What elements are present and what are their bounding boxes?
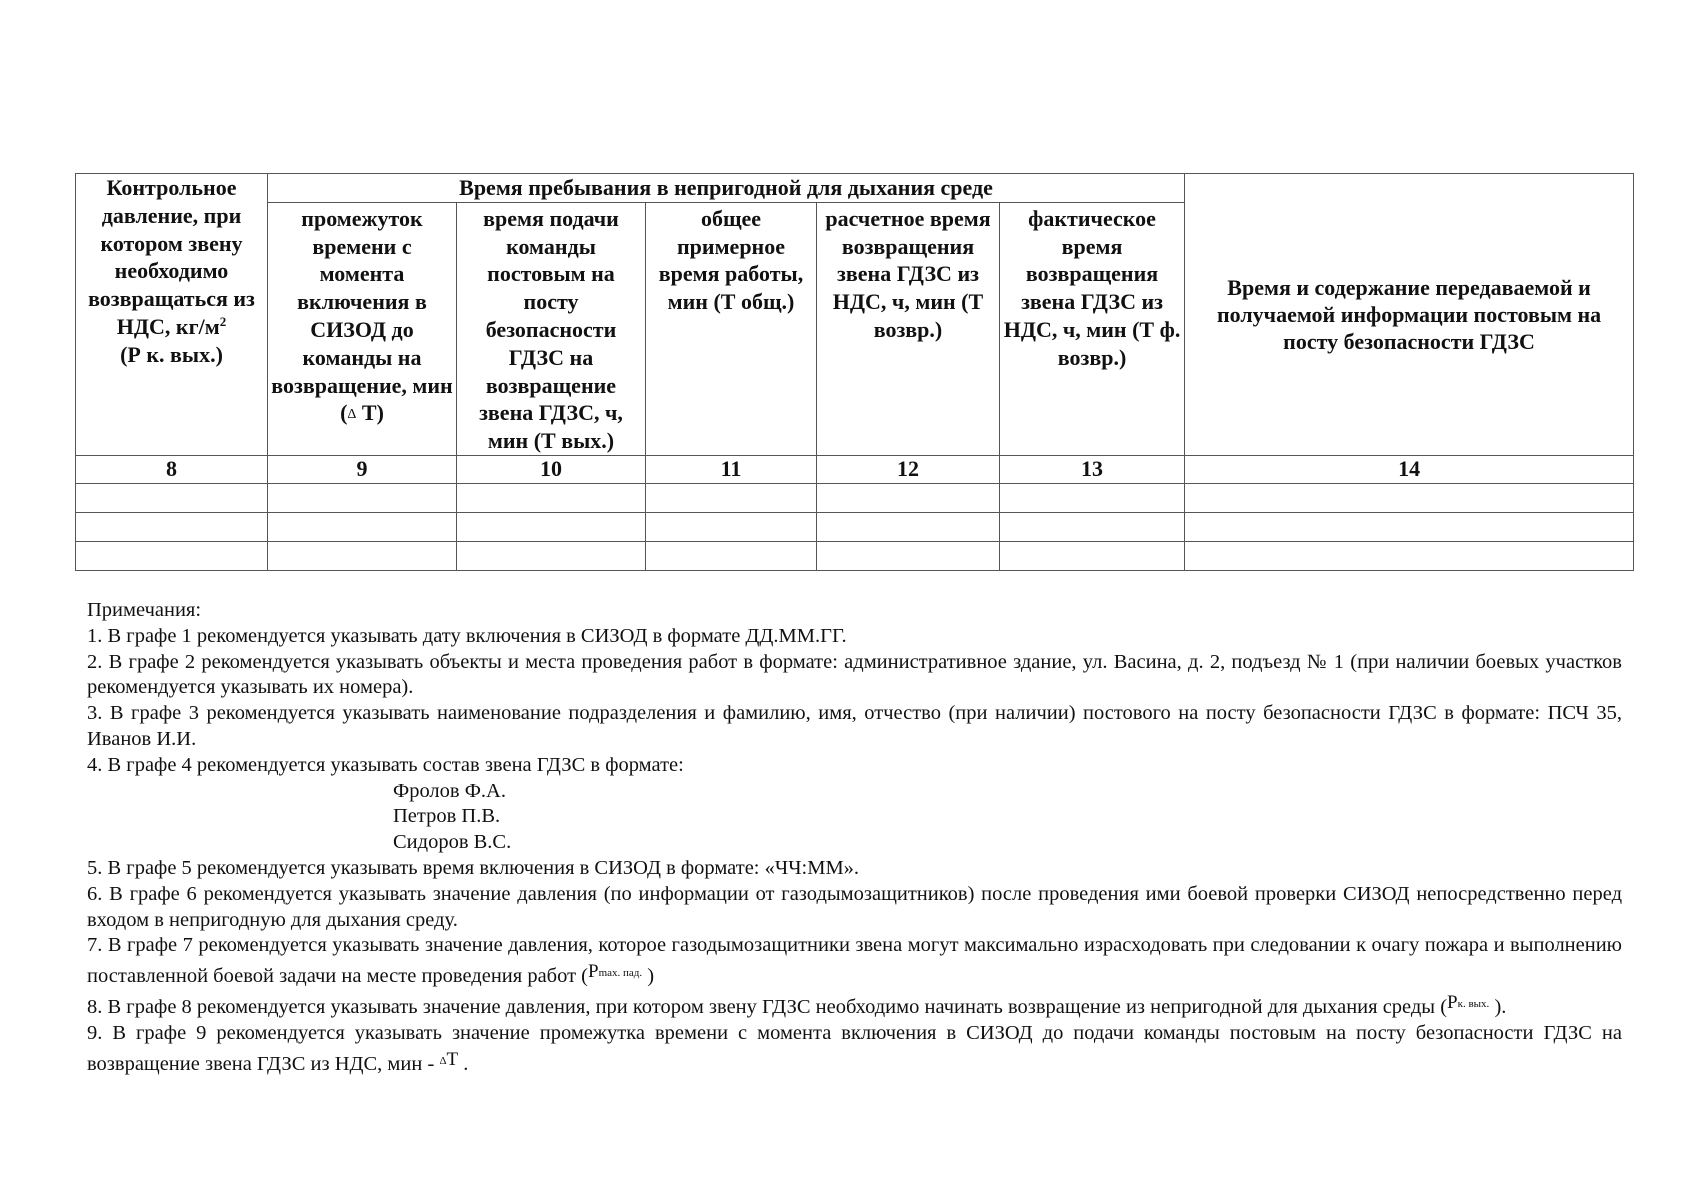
empty-cell[interactable] [1000, 483, 1185, 512]
table-row [76, 483, 1634, 512]
note-2: 2. В графе 2 рекомендуется указывать объекты и места проведения работ в формате: административное здание, ул. Васина, д. 2, подъезд № 1 (при наличии боевых участков рекомендуется указывать их номера). [87, 650, 1622, 699]
empty-cell[interactable] [1185, 512, 1634, 541]
note-1: 1. В графе 1 рекомендуется указывать дату включения в СИЗОД в формате ДД.ММ.ГГ. [87, 624, 847, 647]
note-7: 7. В графе 7 рекомендуется указывать значение давления, которое газодымозащитники звена могут максимально израсходовать при следовании к очагу пожара и выполнению поставленной боевой задачи на месте проведения работ ($P^{max. пад.}$ ) [87, 934, 1622, 988]
note-6: 6. В графе 6 рекомендуется указывать значение давления (по информации от газодымозащитников) после проведения ими боевой проверки СИЗОД непосредственно перед входом в непригодную для дыхания среду. [87, 882, 1622, 931]
column-number-row [76, 455, 1634, 483]
header-col14: Время и содержание передаваемой и получаемой информации постовым на посту безопасности ГДЗС [1185, 174, 1634, 456]
empty-cell[interactable] [457, 512, 646, 541]
table-row [76, 541, 1634, 570]
superscript-2: 2 [219, 313, 227, 329]
col-number: 10 [457, 455, 646, 483]
empty-cell[interactable] [457, 541, 646, 570]
journal-table [75, 173, 1634, 571]
empty-cell[interactable] [76, 483, 268, 512]
header-group-time-in-nds: Время пребывания в непригодной для дыхания среде [268, 174, 1185, 203]
table-row [76, 512, 1634, 541]
header-col10: время подачи команды постовым на посту безопасности ГДЗС на возвращение звена ГДЗС, ч, мин (Т вых.) [457, 202, 646, 455]
header-col13: фактическое время возвращения звена ГДЗС из НДС, ч, мин (Т ф. возвр.) [1000, 202, 1185, 455]
note-9: 9. В графе 9 рекомендуется указывать значение промежутка времени с момента включения в СИЗОД до подачи команды постовым на посту безопасности ГДЗС на возвращение звена ГДЗС из НДС, мин - $^\Delta$T . [87, 1021, 1622, 1075]
formula-p-max-pad: $P^{max. пад.}$ ) [588, 961, 655, 988]
header-col9: промежуток времени с момента включения в СИЗОД до команды на возвращение, мин (Δ Т) [268, 202, 457, 455]
empty-cell[interactable] [817, 541, 1000, 570]
notes-section [87, 598, 1622, 1077]
note-5: 5. В графе 5 рекомендуется указывать время включения в СИЗОД в формате: «ЧЧ:ММ». [87, 856, 860, 879]
formula-delta-t: $^\Delta$T . [439, 1048, 469, 1075]
header-col12: расчетное время возвращения звена ГДЗС из НДС, ч, мин (Т возвр.) [817, 202, 1000, 455]
header-col8: Контрольное давление, при котором звену необходимо возвращаться из НДС, $кг/м^2$ (Р к. вых.) [76, 174, 268, 456]
delta-symbol: Δ [347, 407, 357, 423]
empty-cell[interactable] [817, 483, 1000, 512]
delta-symbol: Δ [439, 1054, 447, 1067]
note-4-name: Петров П.В. [393, 805, 501, 828]
empty-cell[interactable] [1185, 483, 1634, 512]
note-4-name: Сидоров В.С. [393, 831, 512, 854]
col-number: 8 [76, 455, 268, 483]
empty-cell[interactable] [646, 541, 817, 570]
formula-p-k-vyh: $P^{к. вых.}$ ). [1447, 991, 1507, 1018]
col-number: 11 [646, 455, 817, 483]
empty-cell[interactable] [268, 512, 457, 541]
empty-cell[interactable] [268, 483, 457, 512]
note-4: 4. В графе 4 рекомендуется указывать состав звена ГДЗС в формате: [87, 753, 684, 776]
empty-cell[interactable] [76, 541, 268, 570]
empty-cell[interactable] [646, 483, 817, 512]
empty-cell[interactable] [76, 512, 268, 541]
note-4-name: Фролов Ф.А. [393, 779, 506, 802]
col-number: 14 [1185, 455, 1634, 483]
header-col11: общее примерное время работы, мин (Т общ.) [646, 202, 817, 455]
empty-cell[interactable] [268, 541, 457, 570]
empty-cell[interactable] [1000, 512, 1185, 541]
empty-cell[interactable] [457, 483, 646, 512]
col-number: 12 [817, 455, 1000, 483]
note-8: 8. В графе 8 рекомендуется указывать значение давления, при котором звену ГДЗС необходимо начинать возвращение из непригодной для дыхания среды ($P^{к. вых.}$ ). [87, 991, 1507, 1018]
empty-cell[interactable] [1185, 541, 1634, 570]
empty-cell[interactable] [817, 512, 1000, 541]
col-number: 9 [268, 455, 457, 483]
empty-cell[interactable] [646, 512, 817, 541]
empty-cell[interactable] [1000, 541, 1185, 570]
col-number: 13 [1000, 455, 1185, 483]
note-3: 3. В графе 3 рекомендуется указывать наименование подразделения и фамилию, имя, отчество (при наличии) постового на посту безопасности ГДЗС в формате: ПСЧ 35, Иванов И.И. [87, 702, 1622, 750]
notes-title: Примечания: [87, 599, 202, 621]
